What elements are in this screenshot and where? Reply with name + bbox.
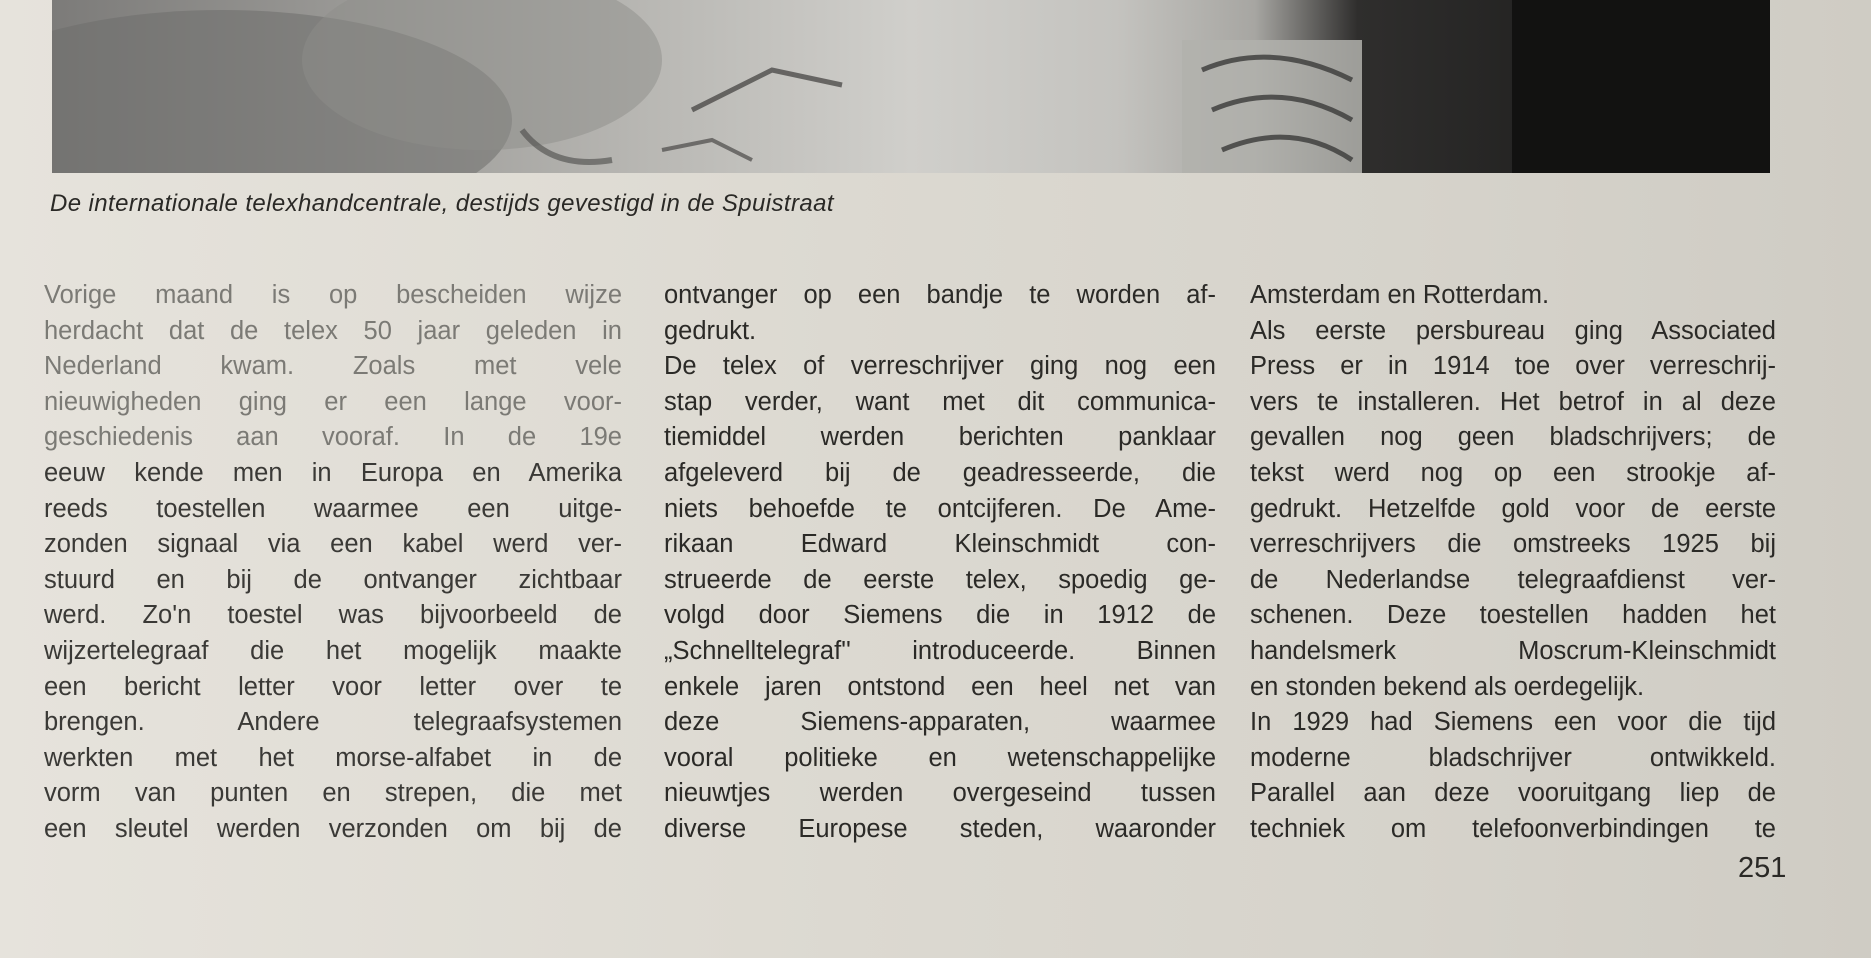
text-line: De telex of verreschrijver ging nog een bbox=[664, 352, 1216, 381]
text-line: handelsmerk Moscrum-Kleinschmidt bbox=[1250, 636, 1776, 665]
text-line: gevallen nog geen bladschrijvers; de bbox=[1250, 423, 1776, 452]
text-line: Parallel aan deze vooruitgang liep de bbox=[1250, 779, 1776, 808]
text-line: Amsterdam en Rotterdam. bbox=[1250, 281, 1550, 309]
text-line: deze Siemens-apparaten, waarmee bbox=[664, 708, 1216, 737]
text-column-3 bbox=[1250, 278, 1776, 848]
text-line: wijzertelegraaf die het mogelijk maakte bbox=[44, 636, 622, 665]
text-line: Press er in 1914 toe over verreschrij- bbox=[1250, 352, 1776, 381]
text-line: techniek om telefoonverbindingen te bbox=[1250, 814, 1776, 843]
text-line: nieuwigheden ging er een lange voor- bbox=[44, 387, 622, 416]
text-line: schenen. Deze toestellen hadden het bbox=[1250, 601, 1776, 630]
text-line: de Nederlandse telegraafdienst ver- bbox=[1250, 565, 1776, 594]
text-line: Nederland kwam. Zoals met vele bbox=[44, 352, 622, 381]
text-line: niets behoefde te ontcijferen. De Ame- bbox=[664, 494, 1216, 523]
text-line: In 1929 had Siemens een voor die tijd bbox=[1250, 708, 1776, 737]
text-line: diverse Europese steden, waaronder bbox=[664, 814, 1216, 843]
text-column-1 bbox=[44, 278, 622, 848]
text-line: brengen. Andere telegraafsystemen bbox=[44, 708, 622, 737]
text-line: enkele jaren ontstond een heel net van bbox=[664, 672, 1216, 701]
text-line: moderne bladschrijver ontwikkeld. bbox=[1250, 743, 1776, 772]
text-line: rikaan Edward Kleinschmidt con- bbox=[664, 530, 1216, 559]
text-line: ontvanger op een bandje te worden af- bbox=[664, 281, 1216, 309]
text-line: werkten met het morse-alfabet in de bbox=[44, 743, 622, 772]
photo-image bbox=[52, 0, 1770, 173]
text-line: reeds toestellen waarmee een uitge- bbox=[44, 494, 622, 523]
text-line: Vorige maand is op bescheiden wijze bbox=[44, 281, 622, 309]
text-line: vers te installeren. Het betrof in al deze bbox=[1250, 387, 1776, 416]
text-line: stuurd en bij de ontvanger zichtbaar bbox=[44, 565, 622, 594]
text-line: stap verder, want met dit communica- bbox=[664, 387, 1216, 416]
text-line: herdacht dat de telex 50 jaar geleden in bbox=[44, 316, 622, 345]
photo-caption: De internationale telexhandcentrale, destijds gevestigd in de Spuistraat bbox=[50, 190, 834, 217]
text-line: verreschrijvers die omstreeks 1925 bij bbox=[1250, 530, 1776, 559]
text-column-2 bbox=[664, 278, 1216, 848]
text-line: afgeleverd bij de geadresseerde, die bbox=[664, 458, 1216, 487]
text-line: „Schnelltelegraf'' introduceerde. Binnen bbox=[664, 636, 1216, 665]
text-line: werd. Zo'n toestel was bijvoorbeeld de bbox=[44, 601, 622, 630]
text-line: tekst werd nog op een strookje af- bbox=[1250, 458, 1776, 487]
text-line: nieuwtjes werden overgeseind tussen bbox=[664, 779, 1216, 808]
text-line: vooral politieke en wetenschappelijke bbox=[664, 743, 1216, 772]
text-line: Als eerste persbureau ging Associated bbox=[1250, 316, 1776, 345]
text-line: gedrukt. Hetzelfde gold voor de eerste bbox=[1250, 494, 1776, 523]
text-line: en stonden bekend als oerdegelijk. bbox=[1250, 672, 1645, 701]
text-line: volgd door Siemens die in 1912 de bbox=[664, 601, 1216, 630]
text-line: vorm van punten en strepen, die met bbox=[44, 779, 622, 808]
text-line: eeuw kende men in Europa en Amerika bbox=[44, 458, 622, 487]
text-line: tiemiddel werden berichten panklaar bbox=[664, 423, 1216, 452]
photo bbox=[52, 0, 1770, 173]
text-line: geschiedenis aan vooraf. In de 19e bbox=[44, 423, 622, 452]
text-line: gedrukt. bbox=[664, 316, 757, 345]
text-line: een sleutel werden verzonden om bij de bbox=[44, 814, 622, 843]
text-line: een bericht letter voor letter over te bbox=[44, 672, 622, 701]
text-line: strueerde de eerste telex, spoedig ge- bbox=[664, 565, 1216, 594]
text-line: zonden signaal via een kabel werd ver- bbox=[44, 530, 622, 559]
page-number: 251 bbox=[1738, 852, 1787, 884]
